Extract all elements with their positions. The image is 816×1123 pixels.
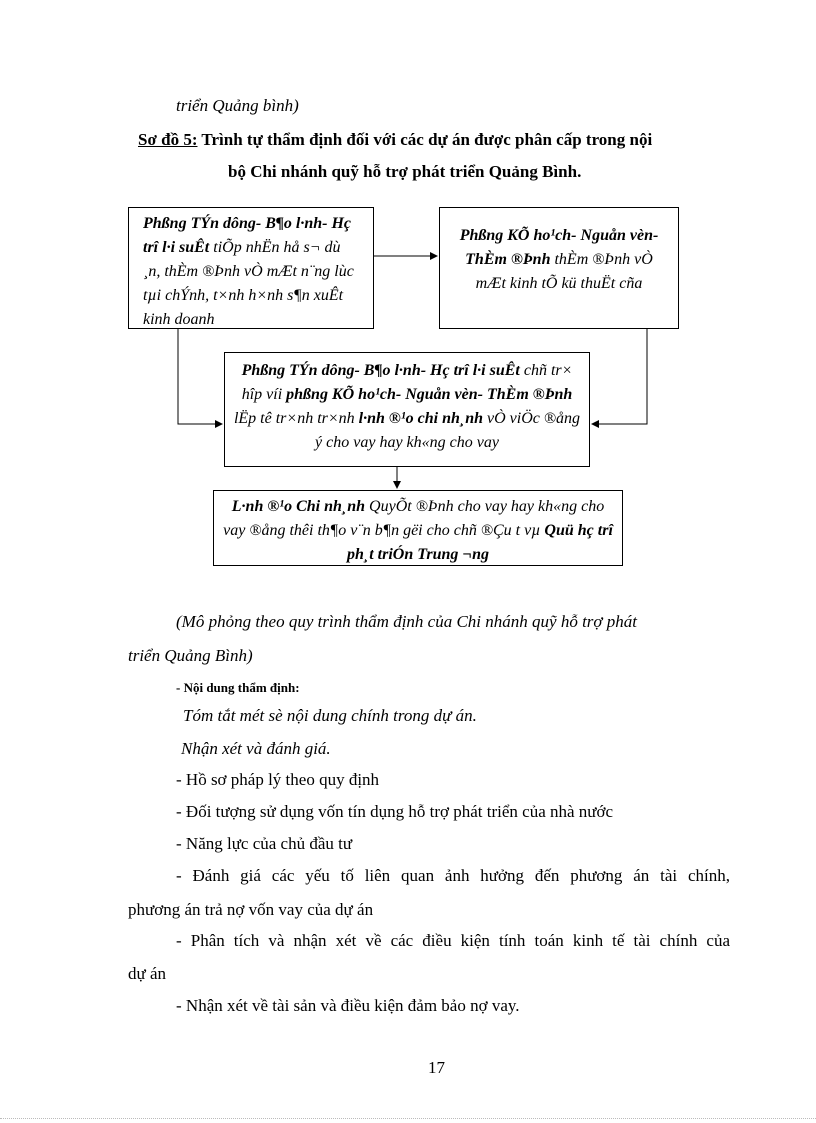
diagram-heading-line1 <box>138 129 652 151</box>
box3-text-3: vÒ viÖc ®ång ý cho vay hay kh«ng cho vay <box>315 410 581 451</box>
body-item-3: - Hồ sơ pháp lý theo quy định <box>176 770 380 789</box>
source-note-line1: (Mô phỏng theo quy trình thẩm định của Chi nhánh quỹ hỗ trợ phát <box>176 612 637 631</box>
box-branch-leadership <box>213 490 623 566</box>
box2-bold-text: Phßng KÕ ho¹ch- Nguån vèn- ThÈm ®Þnh <box>459 227 659 268</box>
arrow-box1-to-box3 <box>178 329 222 424</box>
body-item-6a: - Đánh giá các yếu tố liên quan ảnh hưởng đến phương án tài chính, <box>176 866 730 885</box>
body-item-2: Nhận xét và đánh giá. <box>181 739 331 758</box>
box1-bold-text: Phßng TÝn dông- B¶o l·nh- Hç trî l·i suÊt <box>143 215 352 256</box>
box-credit-department <box>128 207 374 329</box>
box1-text: tiÕp nhËn hå s¬ dù ¸n, thÈm ®Þnh vÒ mÆt n¨ng lùc tµi chÝnh, t×nh h×nh s¶n xuÊt kinh doanh <box>143 239 354 328</box>
box4-text: QuyÕt ®Þnh cho vay hay kh«ng cho vay ®ång thêi th¶o v¨n b¶n gëi cho chñ ®Çu t vµ <box>223 498 605 539</box>
box3-bold-3: l·nh ®¹o chi nh¸nh <box>358 410 484 427</box>
body-item-7a: - Phân tích và nhận xét về các điều kiện tính toán kinh tế tài chính của <box>176 931 730 950</box>
body-item-4: - Đối tượng sử dụng vốn tín dụng hỗ trợ phát triển của nhà nước <box>176 802 614 821</box>
box-planning-department <box>439 207 679 329</box>
box4-bold-2: Quü hç trî ph¸t triÓn Trung ¬ng <box>346 522 613 563</box>
box3-bold-2: phßng KÕ ho¹ch- Nguån vèn- ThÈm ®Þnh <box>286 386 573 403</box>
box3-text-1: chñ tr× hîp víi <box>241 362 573 403</box>
page-number: 17 <box>428 1058 445 1077</box>
diagram-label: Sơ đồ 5: <box>138 130 198 149</box>
body-item-5: - Năng lực của chủ đầu tư <box>176 834 353 853</box>
body-item-7b: dự án <box>128 964 167 983</box>
arrow-box2-to-box3 <box>592 329 647 424</box>
box3-text-2: lËp tê tr×nh tr×nh <box>233 410 359 427</box>
body-item-8: - Nhận xét về tài sản và điều kiện đảm bảo nợ vay. <box>176 996 520 1015</box>
source-note-line2: triển Quảng Bình) <box>128 646 253 665</box>
page-bottom-rule <box>0 1118 816 1119</box>
body-item-1: Tóm tắt mét sè nội dung chính trong dự án. <box>183 706 477 725</box>
box4-bold-1: L·nh ®¹o Chi nh¸nh <box>231 498 366 515</box>
top-caption: triển Quảng bình) <box>176 96 299 115</box>
body-item-6b: phương án trả nợ vốn vay của dự án <box>128 900 374 919</box>
box3-bold-1: Phßng TÝn dông- B¶o l·nh- Hç trî l·i suÊt <box>241 362 520 379</box>
section-title: - Nội dung thẩm định: <box>176 680 300 695</box>
diagram-title-1: Trình tự thẩm định đối với các dự án được phân cấp trong nội <box>197 130 653 149</box>
box2-text: thÈm ®Þnh vÒ mÆt kinh tÕ kü thuËt cña <box>475 251 653 292</box>
box-joint-report <box>224 352 590 467</box>
diagram-title-2: bộ Chi nhánh quỹ hỗ trợ phát triển Quảng Bình. <box>228 162 582 181</box>
